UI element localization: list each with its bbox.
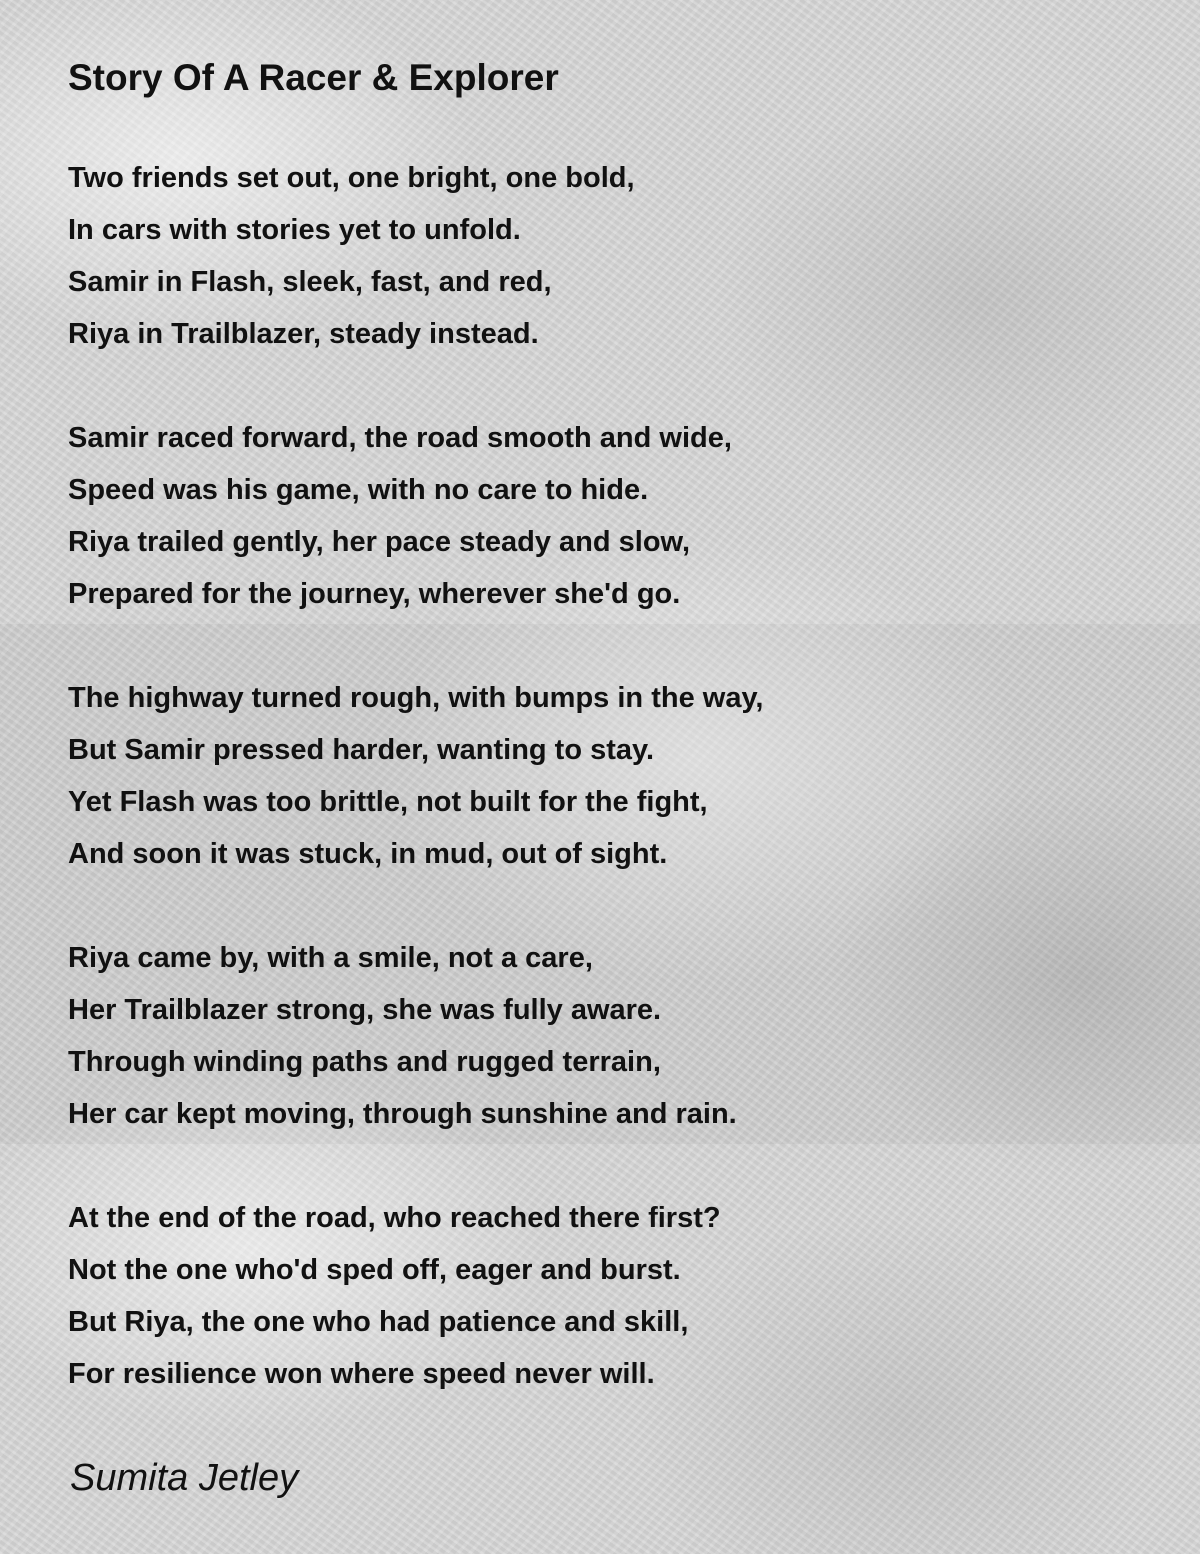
poem-line: But Samir pressed harder, wanting to stay. [68,734,655,766]
poem-line: Yet Flash was too brittle, not built for the fight, [68,786,708,818]
stanza-5 [68,1192,1168,1400]
poem-line: But Riya, the one who had patience and skill, [68,1306,689,1338]
poem-line: Speed was his game, with no care to hide. [68,474,649,506]
poem-line: The highway turned rough, with bumps in the way, [68,682,764,714]
poem-line: For resilience won where speed never will. [68,1358,655,1390]
poem-line: In cars with stories yet to unfold. [68,214,521,246]
poem-line: And soon it was stuck, in mud, out of sight. [68,838,668,870]
poem-line: Prepared for the journey, wherever she'd go. [68,578,681,610]
poem-line: Her car kept moving, through sunshine and rain. [68,1098,737,1130]
stanza-3 [68,672,1168,880]
poem-author: Sumita Jetley [70,1457,299,1499]
poem-line: Riya came by, with a smile, not a care, [68,942,593,974]
poem-line: Through winding paths and rugged terrain, [68,1046,661,1078]
poem-line: Riya trailed gently, her pace steady and slow, [68,526,691,558]
poem-line: Samir in Flash, sleek, fast, and red, [68,266,552,298]
poem-line: Her Trailblazer strong, she was fully aware. [68,994,662,1026]
poem-title: Story Of A Racer & Explorer [68,57,559,98]
stanza-1 [68,152,1168,360]
poem-line: Not the one who'd sped off, eager and burst. [68,1254,681,1286]
poem-body [68,152,1168,1452]
stanza-2 [68,412,1168,620]
poem-line: Samir raced forward, the road smooth and wide, [68,422,732,454]
poem-line: At the end of the road, who reached there first? [68,1202,721,1234]
stanza-4 [68,932,1168,1140]
poem-line: Two friends set out, one bright, one bold, [68,162,635,194]
poem-line: Riya in Trailblazer, steady instead. [68,318,539,350]
